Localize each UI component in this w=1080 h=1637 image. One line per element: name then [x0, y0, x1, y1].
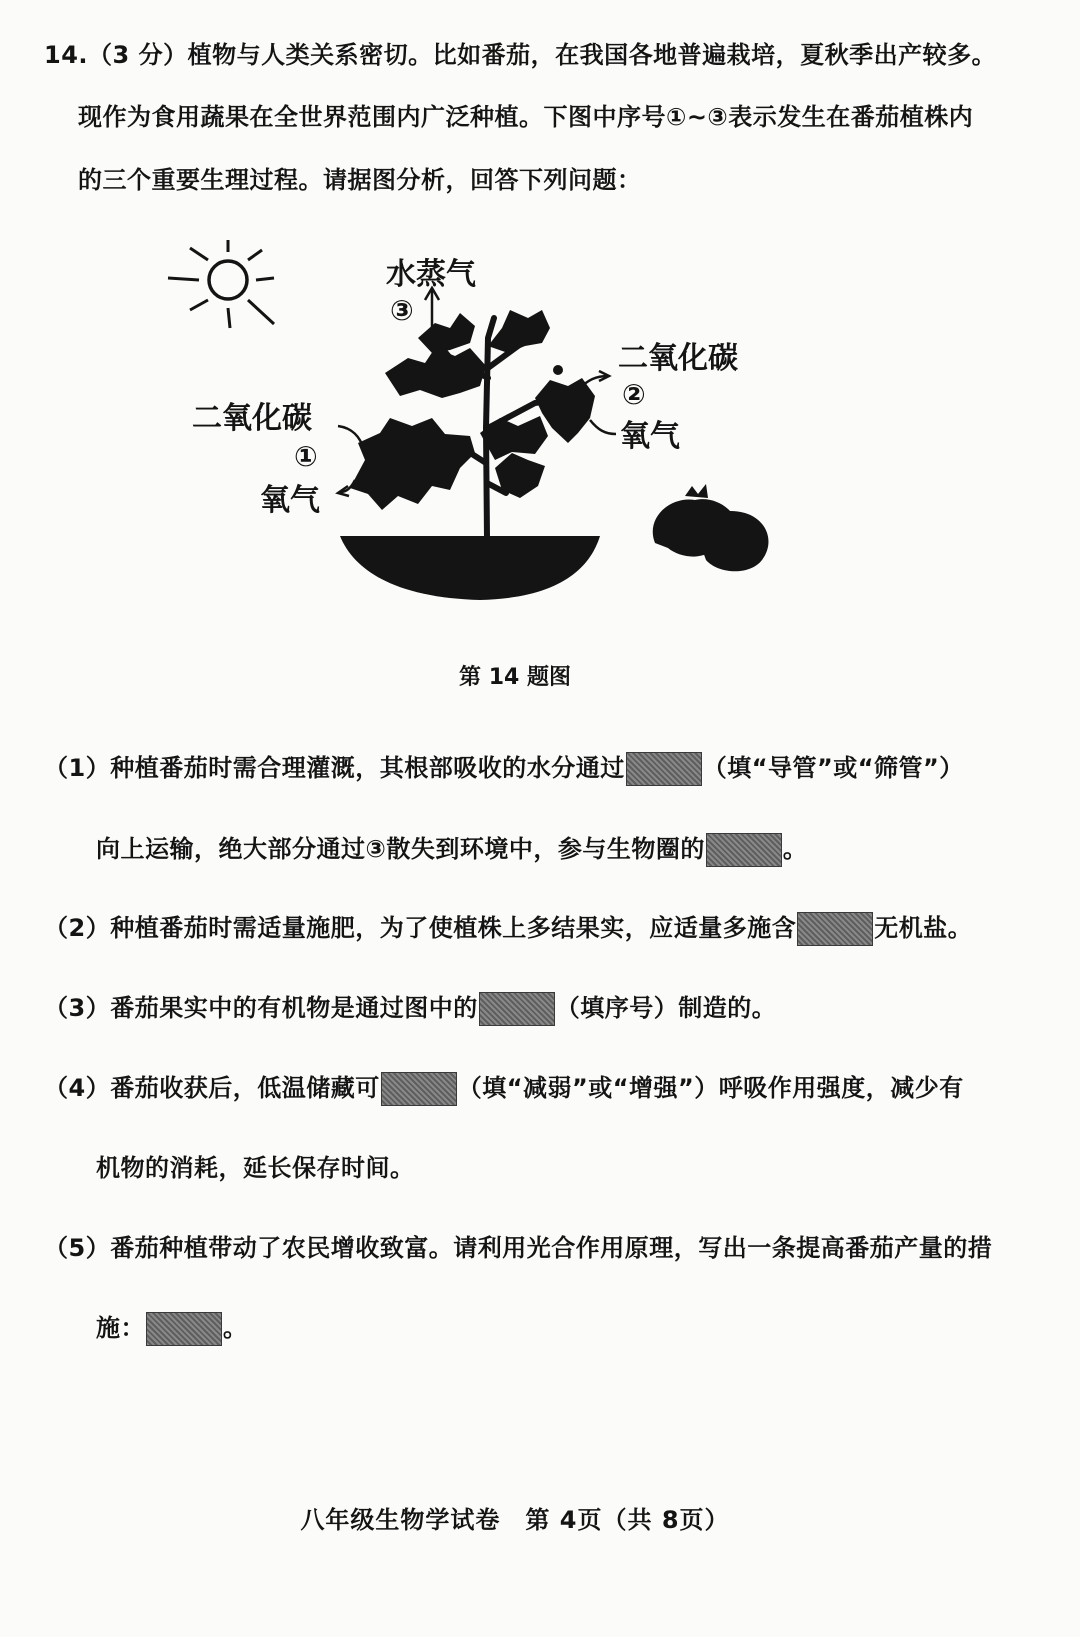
q5-text-b: 施：	[96, 1314, 145, 1342]
subquestion-1-line-2	[96, 833, 807, 867]
o2-left-label: 氧气	[260, 483, 320, 518]
q3-text-a: （3）番茄果实中的有机物是通过图中的	[44, 994, 478, 1022]
q2-text-b: 无机盐。	[874, 914, 973, 942]
page-footer: 八年级生物学试卷 第 4页（共 8页）	[300, 1506, 730, 1534]
question-line-1: 14.（3 分）植物与人类关系密切。比如番茄，在我国各地普遍栽培，夏秋季出产较多。	[44, 41, 997, 69]
subquestion-5-line-1: （5）番茄种植带动了农民增收致富。请利用光合作用原理，写出一条提高番茄产量的措	[44, 1234, 993, 1262]
question-line-3: 的三个重要生理过程。请据图分析，回答下列问题：	[78, 166, 642, 194]
q1-text-c: 向上运输，绝大部分通过③散失到环境中，参与生物圈的	[96, 835, 705, 863]
q1-text-d: 。	[782, 835, 808, 863]
q4-text-b: （填“减弱”或“增强”）呼吸作用强度，减少有	[457, 1074, 964, 1102]
subquestion-5-line-2	[96, 1312, 248, 1346]
q2-text-a: （2）种植番茄时需适量施肥，为了使植株上多结果实，应适量多施含	[44, 914, 797, 942]
water-vapor-label: 水蒸气	[386, 257, 476, 292]
process-3-number: ③	[390, 294, 414, 327]
subquestion-3	[44, 992, 776, 1026]
subquestion-4-line-2: 机物的消耗，延长保存时间。	[96, 1154, 415, 1182]
q1-text-b: （填“导管”或“筛管”）	[702, 754, 964, 782]
plant-leaves-icon	[350, 310, 595, 510]
subquestion-2	[44, 912, 972, 946]
subquestion-1-line-1	[44, 752, 964, 786]
soil-mound-icon	[340, 536, 600, 600]
answer-blank-2	[797, 912, 873, 946]
co2-left-label: 二氧化碳	[192, 401, 312, 436]
subquestion-4-line-1	[44, 1072, 964, 1106]
q3-text-b: （填序号）制造的。	[555, 994, 777, 1022]
q5-text-c: 。	[223, 1314, 248, 1342]
sun-icon	[168, 240, 274, 328]
answer-blank-3	[479, 992, 555, 1026]
answer-blank-1a	[626, 752, 702, 786]
q4-text-a: （4）番茄收获后，低温储藏可	[44, 1074, 380, 1102]
process-1-number: ①	[294, 440, 318, 473]
answer-blank-5	[146, 1312, 222, 1346]
tomato-fruit-icon	[653, 484, 769, 571]
figure-caption: 第 14 题图	[459, 665, 571, 690]
q1-text-a: （1）种植番茄时需合理灌溉，其根部吸收的水分通过	[44, 754, 625, 782]
o2-right-label: 氧气	[620, 419, 680, 454]
tomato-plant-figure	[150, 228, 790, 613]
process-2-number: ②	[622, 378, 646, 411]
question-line-2: 现作为食用蔬果在全世界范围内广泛种植。下图中序号①~③表示发生在番茄植株内	[78, 103, 974, 131]
answer-blank-4	[381, 1072, 457, 1106]
answer-blank-1b	[706, 833, 782, 867]
co2-right-label: 二氧化碳	[618, 341, 738, 376]
